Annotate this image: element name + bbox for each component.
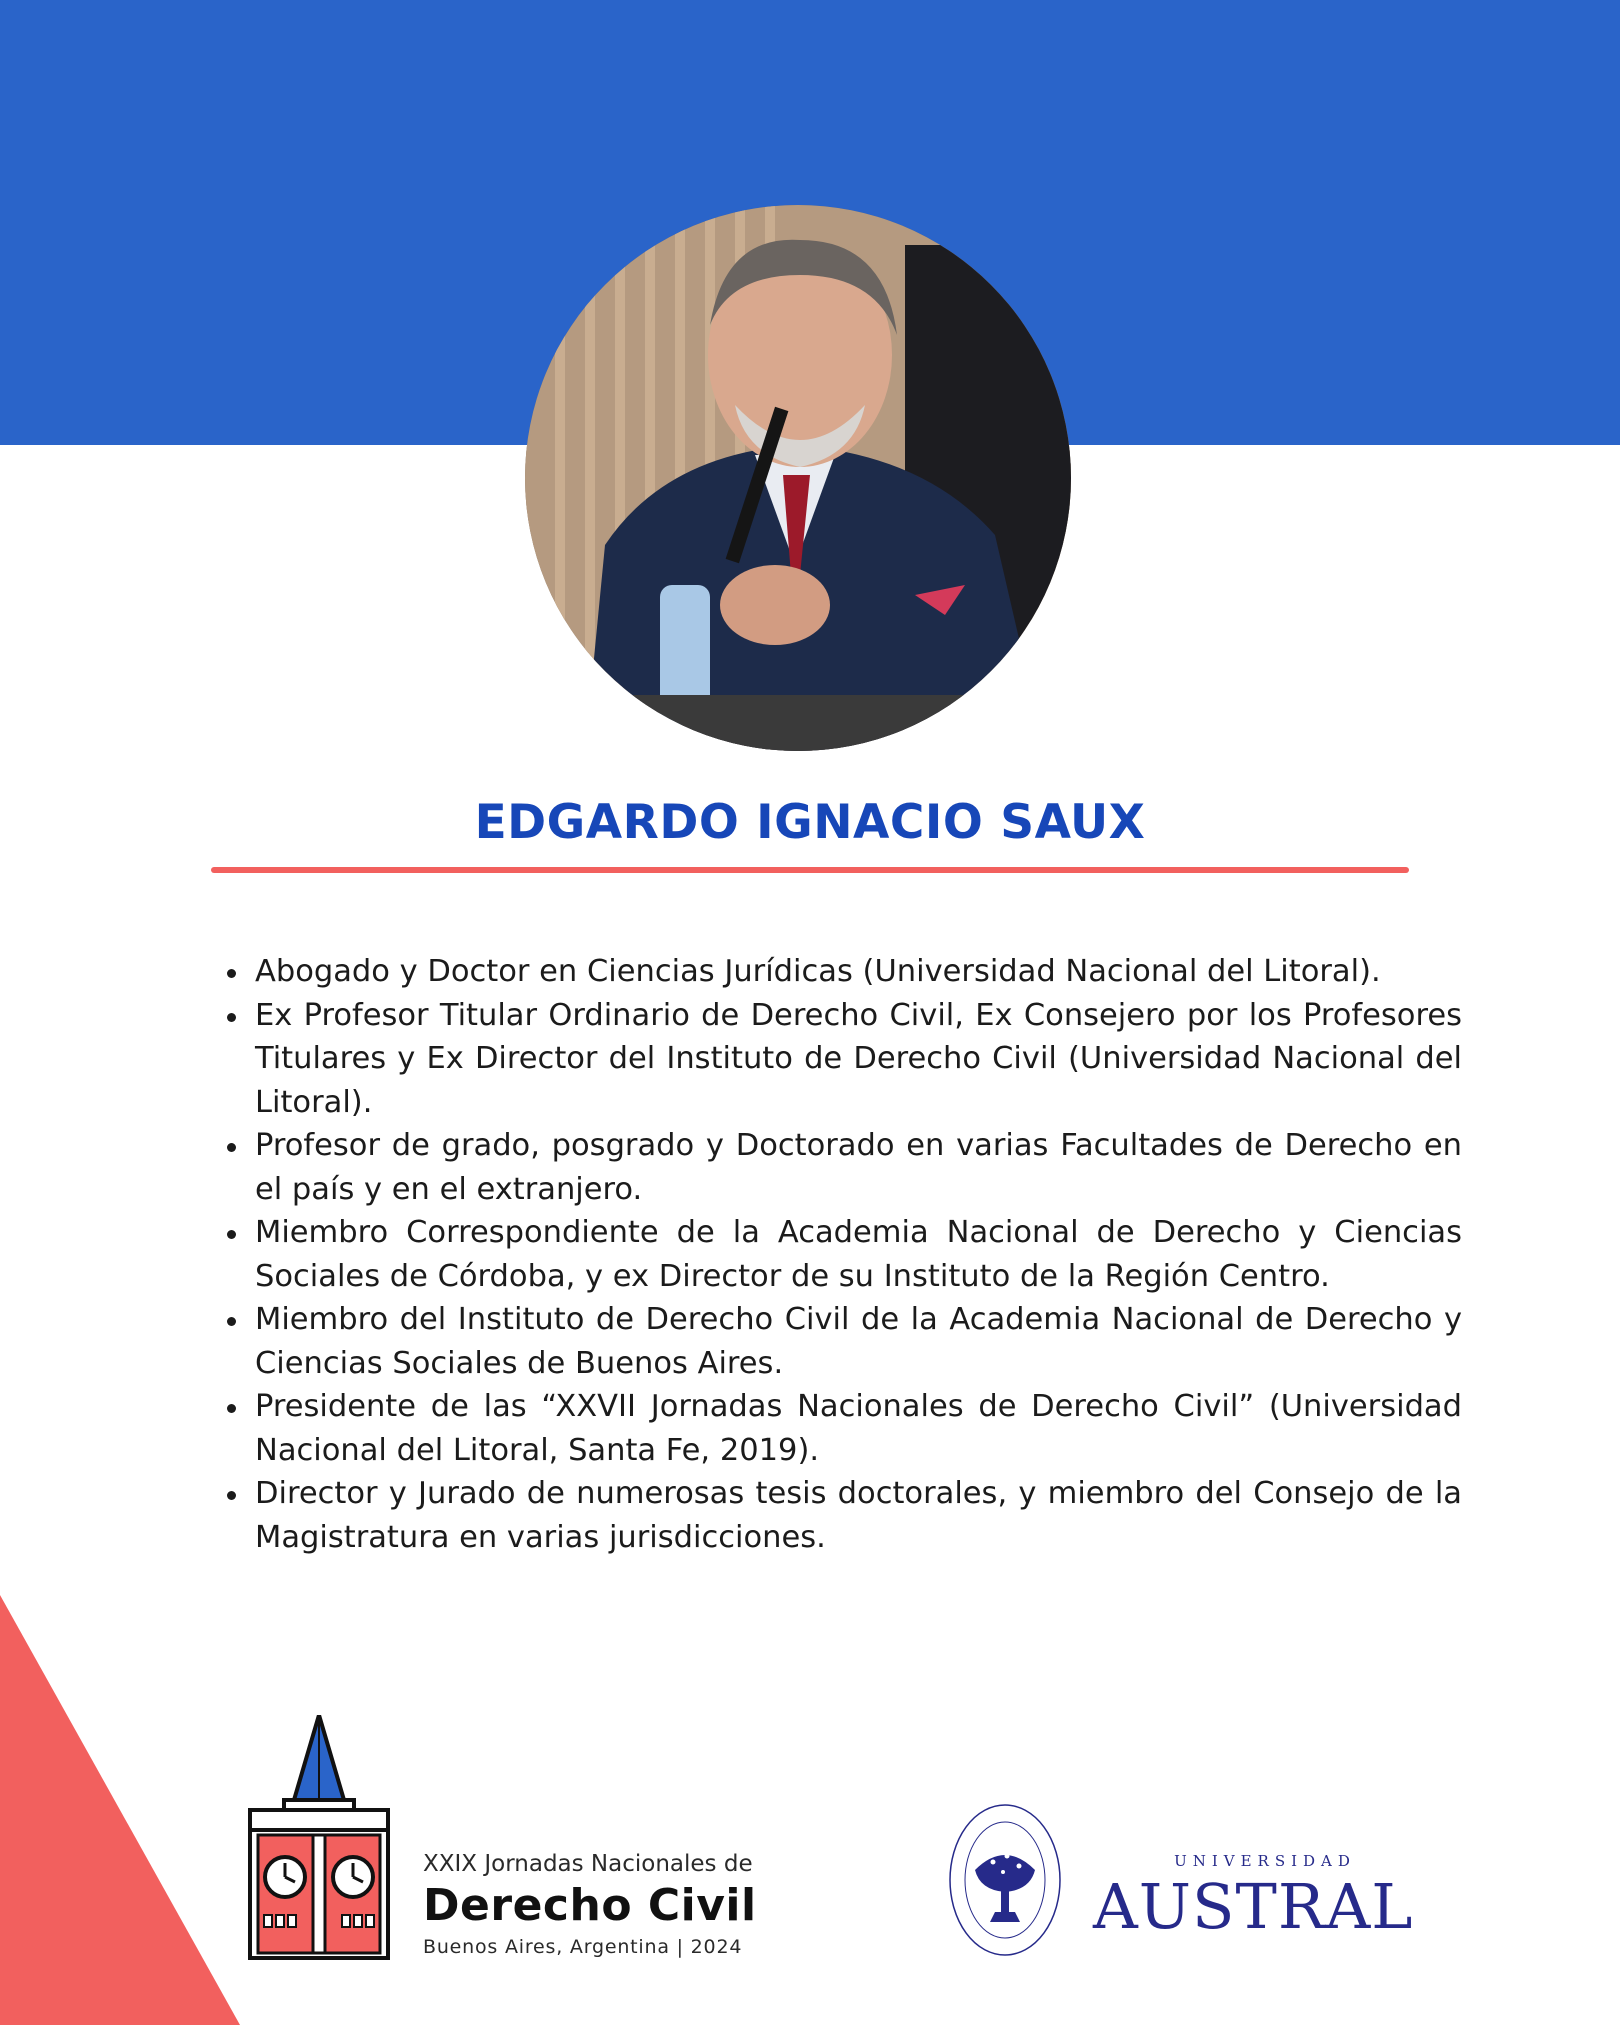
bio-list [213,950,1462,1559]
bio-item: Miembro Correspondiente de la Academia Nacional de Derecho y Ciencias Sociales de Córdoba, y ex Director de su Instituto de la Región Centro. [255,1211,1462,1298]
bio-item: Presidente de las “XXVII Jornadas Nacionales de Derecho Civil” (Universidad Nacional del Litoral, Santa Fe, 2019). [255,1385,1462,1472]
jornadas-title: XXIX Jornadas Nacionales de [423,1851,753,1877]
austral-label-big: AUSTRAL [1093,1870,1414,1943]
speaker-name: EDGARDO IGNACIO SAUX [474,795,1146,850]
jornadas-subject: Derecho Civil [423,1880,757,1931]
bio-item: Miembro del Instituto de Derecho Civil de la Academia Nacional de Derecho y Ciencias Sociales de Buenos Aires. [255,1298,1462,1385]
bio-item: Director y Jurado de numerosas tesis doctorales, y miembro del Consejo de la Magistratura en varias jurisdicciones. [255,1472,1462,1559]
jornadas-place-year: Buenos Aires, Argentina | 2024 [423,1936,743,1958]
university-seal-icon [945,1800,1065,1960]
speaker-portrait [525,205,1071,751]
bio-item: Abogado y Doctor en Ciencias Jurídicas (Universidad Nacional del Litoral). [255,950,1462,994]
bio-item: Ex Profesor Titular Ordinario de Derecho Civil, Ex Consejero por los Profesores Titulares y Ex Director del Instituto de Derecho Civil (Universidad Nacional del Litoral). [255,994,1462,1125]
austral-logo [945,1800,1415,1960]
clock-tower-icon [238,1715,400,1960]
jornadas-logo [238,1715,798,1960]
speaker-photo-icon [525,205,1071,751]
bio-item: Profesor de grado, posgrado y Doctorado en varias Facultades de Derecho en el país y en el extranjero. [255,1124,1462,1211]
corner-accent-triangle [0,1595,240,2025]
austral-label-small: UNIVERSIDAD [1174,1852,1356,1870]
name-divider [211,867,1409,873]
